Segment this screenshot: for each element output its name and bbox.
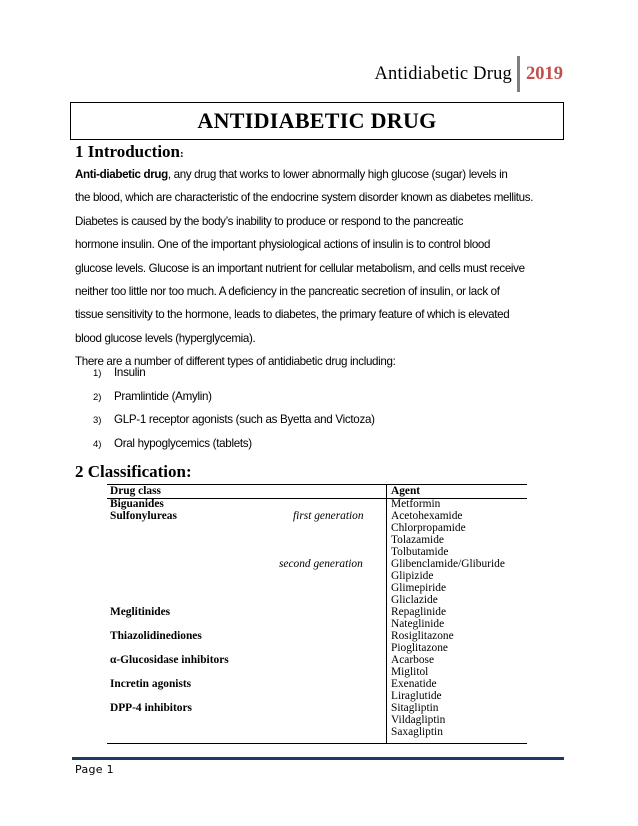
generation-label: first generation	[293, 510, 364, 522]
agent-cell: Miglitol	[391, 666, 429, 678]
section-title: Introduction	[87, 142, 181, 161]
paragraph-line: hormone insulin. One of the important physiological actions of insulin is to control blood	[75, 238, 491, 252]
section-number: 1	[75, 142, 88, 161]
paragraph-line: tissue sensitivity to the hormone, leads to diabetes, the primary feature of which is elevated	[75, 308, 510, 322]
agent-cell: Liraglutide	[391, 690, 442, 702]
agent-cell: Repaglinide	[391, 606, 447, 618]
table-column-divider	[386, 484, 387, 743]
agent-cell: Acarbose	[391, 654, 435, 666]
column-header-agent: Agent	[391, 485, 421, 497]
list-text: Oral hypoglycemics (tablets)	[114, 436, 252, 450]
lead-term: Anti-diabetic drug	[75, 168, 168, 181]
intro-paragraph	[75, 168, 575, 373]
agent-cell: Glipizide	[391, 570, 434, 582]
agent-cell: Tolazamide	[391, 534, 444, 546]
agent-cell: Nateglinide	[391, 618, 445, 630]
drug-type-list	[93, 366, 375, 460]
list-number: 2)	[93, 391, 102, 403]
section-heading-classification: 2 Classification:	[75, 462, 192, 481]
document-title: ANTIDIABETIC DRUG	[197, 108, 437, 133]
agent-cell: Pioglitazone	[391, 642, 448, 654]
section-heading-introduction	[75, 142, 184, 162]
drug-class-cell: Meglitinides	[110, 606, 171, 618]
paragraph-line	[75, 168, 575, 191]
paragraph-line: the blood, which are characteristic of the endocrine system disorder known as diabetes mellitus.	[75, 191, 534, 205]
drug-class-cell: Sulfonylureas	[110, 510, 177, 522]
drug-class-cell: Incretin agonists	[110, 678, 192, 690]
table-rule	[107, 484, 527, 485]
drug-class-cell: α-Glucosidase inhibitors	[110, 654, 229, 666]
list-number: 1)	[93, 368, 102, 379]
lead-line-text: , any drug that works to lower abnormally high glucose (sugar) levels in	[167, 168, 508, 181]
list-item	[93, 366, 375, 390]
agent-cell: Acetohexamide	[391, 510, 463, 522]
paragraph-line: neither too little nor too much. A deficiency in the pancreatic secretion of insulin, or lack of	[75, 284, 500, 298]
column-header-drug-class: Drug class	[110, 485, 161, 497]
agent-cell: Exenatide	[391, 678, 437, 690]
paragraph-line: glucose levels. Glucose is an important nutrient for cellular metabolism, and cells must receive	[75, 261, 525, 275]
agent-cell: Chlorpropamide	[391, 522, 466, 534]
page-number: Page 1	[75, 763, 114, 776]
agent-cell: Glimepiride	[391, 582, 447, 594]
section-title-suffix: :	[180, 148, 184, 160]
paragraph-line: Diabetes is caused by the body’s inability to produce or respond to the pancreatic	[75, 214, 464, 228]
table-rule	[107, 498, 527, 499]
paragraph-line: blood glucose levels (hyperglycemia).	[75, 331, 256, 345]
page-header	[375, 56, 564, 92]
document-title-box	[70, 102, 564, 140]
list-item	[93, 390, 375, 414]
agent-cell: Rosiglitazone	[391, 630, 454, 642]
drug-class-cell: DPP-4 inhibitors	[110, 702, 192, 714]
list-number: 4)	[93, 438, 102, 450]
paragraph-line: There are a number of different types of antidiabetic drug including:	[75, 355, 396, 369]
table-rule	[107, 743, 527, 744]
list-text: GLP-1 receptor agonists (such as Byetta and Victoza)	[114, 413, 375, 426]
agent-cell: Sitagliptin	[391, 702, 439, 714]
header-year: 2019	[526, 63, 563, 84]
drug-class-cell: Biguanides	[110, 498, 164, 510]
footer-rule	[72, 757, 564, 760]
list-item	[93, 437, 375, 461]
list-number: 3)	[93, 415, 102, 426]
list-text: Insulin	[114, 366, 146, 379]
list-text: Pramlintide (Amylin)	[114, 389, 212, 403]
agent-cell: Saxagliptin	[391, 726, 443, 738]
list-item	[93, 413, 375, 437]
agent-cell: Metformin	[391, 498, 441, 510]
generation-label: second generation	[279, 558, 363, 570]
agent-cell: Tolbutamide	[391, 546, 449, 558]
drug-class-cell: Thiazolidinediones	[110, 630, 202, 642]
agent-cell: Gliclazide	[391, 594, 438, 606]
agent-cell: Vildagliptin	[391, 714, 446, 726]
agent-cell: Glibenclamide/Gliburide	[391, 558, 505, 570]
header-title: Antidiabetic Drug	[374, 63, 512, 84]
